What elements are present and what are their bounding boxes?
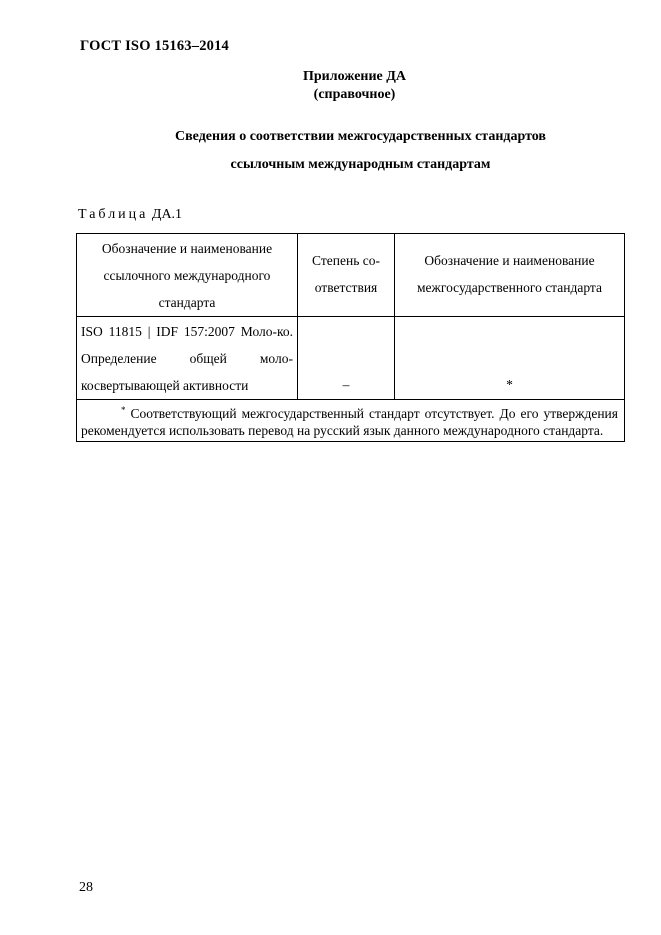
column-header-degree: Степень со-ответствия: [298, 234, 395, 317]
cell-interstate-standard: *: [395, 317, 625, 400]
section-heading-line-2: ссылочным международным стандартам: [230, 157, 491, 172]
annex-title: Приложение ДА: [302, 69, 407, 84]
annex-subtitle: (справочное): [313, 87, 396, 102]
table-caption: [78, 207, 182, 223]
column-header-international-standard: Обозначение и наименование ссылочного международного стандарта: [77, 234, 298, 317]
page-number: 28: [79, 880, 93, 895]
footnote-mark: *: [121, 405, 126, 415]
table-row: [77, 317, 625, 400]
section-heading-line-1: Сведения о соответствии межгосударственных стандартов: [175, 129, 546, 144]
correspondence-table: [76, 233, 625, 442]
table-caption-id: ДА.1: [151, 207, 183, 222]
cell-international-standard: ISO 11815 | IDF 157:2007 Моло-ко. Определение общей моло-косвертывающей активности: [77, 317, 298, 400]
table-footnote-row: [77, 400, 625, 442]
table-footnote: [77, 400, 625, 442]
annex-block: [0, 68, 661, 104]
cell-degree: –: [298, 317, 395, 400]
document-header-standard-code: ГОСТ ISO 15163–2014: [80, 38, 229, 54]
footnote-text: Соответствующий межгосударственный стандарт отсутствует. До его утверждения рекомендуется использовать перевод на русский язык данного международного стандарта.: [81, 406, 618, 438]
table-caption-word: Таблица: [78, 207, 149, 222]
table-header-row: [77, 234, 625, 317]
column-header-interstate-standard: Обозначение и наименование межгосударственного стандарта: [395, 234, 625, 317]
